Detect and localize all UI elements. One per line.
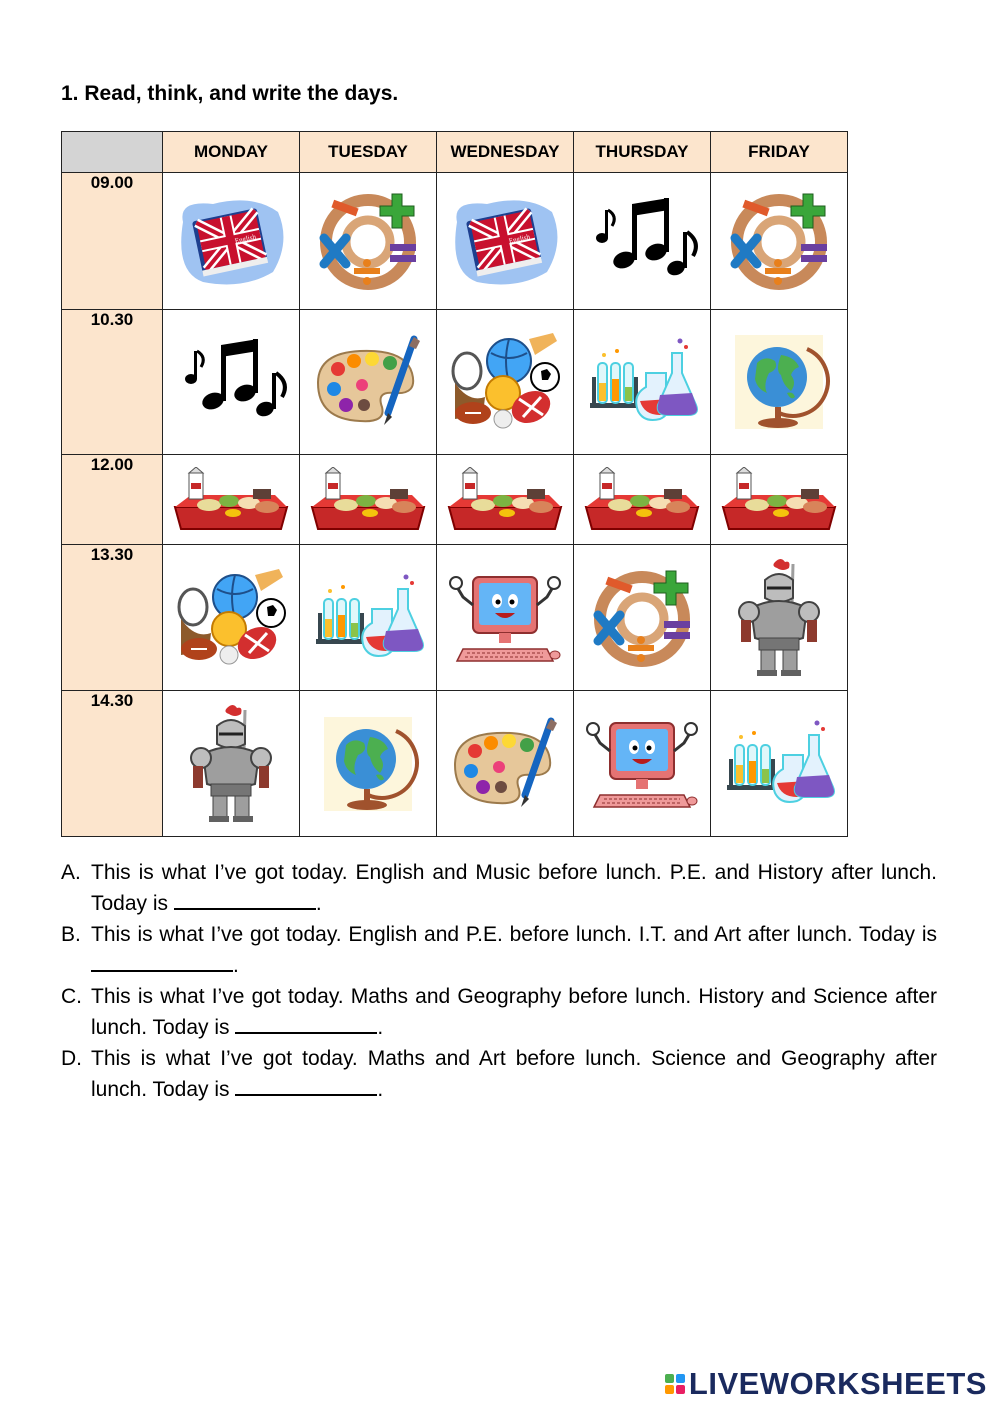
subject-cell xyxy=(163,310,300,455)
timetable xyxy=(61,131,848,837)
question-sentence: This is what I’ve got today. English and P.E. before lunch. I.T. and Art after lunch. Today is xyxy=(91,923,937,946)
computer-icon xyxy=(437,569,573,667)
svg-text:English: English xyxy=(234,232,257,246)
question-text xyxy=(91,981,937,1043)
subject-cell xyxy=(574,691,711,837)
day-header: WEDNESDAY xyxy=(437,132,574,173)
subject-cell xyxy=(711,310,848,455)
subject-cell xyxy=(711,455,848,545)
subject-cell xyxy=(711,173,848,310)
timetable-row xyxy=(62,691,848,837)
question-item xyxy=(61,1043,937,1105)
question-item xyxy=(61,981,937,1043)
questions-list xyxy=(61,857,937,1105)
subject-cell xyxy=(574,455,711,545)
question-letter: B. xyxy=(61,923,81,946)
english-book-icon xyxy=(437,192,573,290)
maths-symbols-icon xyxy=(574,569,710,667)
question-end: . xyxy=(233,954,239,977)
time-label: 12.00 xyxy=(62,455,163,545)
timetable-row xyxy=(62,173,848,310)
timetable-row xyxy=(62,310,848,455)
subject-cell xyxy=(574,545,711,691)
computer-icon xyxy=(574,715,710,813)
exercise-title: 1. Read, think, and write the days. xyxy=(61,82,399,105)
music-notes-icon xyxy=(163,333,299,431)
english-book-icon xyxy=(163,192,299,290)
time-label: 10.30 xyxy=(62,310,163,455)
answer-blank[interactable] xyxy=(235,1074,377,1096)
question-sentence: This is what I’ve got today. Maths and Geography before lunch. History and Science after lunch. Today is xyxy=(91,985,937,1039)
question-end: . xyxy=(315,892,322,915)
lunch-tray-icon xyxy=(300,467,436,533)
science-flasks-icon xyxy=(711,715,847,813)
answer-blank[interactable] xyxy=(91,950,233,972)
subject-cell xyxy=(437,455,574,545)
question-item xyxy=(61,919,937,981)
lunch-tray-icon xyxy=(711,467,847,533)
answer-blank[interactable] xyxy=(235,1012,377,1034)
subject-cell xyxy=(163,545,300,691)
lunch-tray-icon xyxy=(163,467,299,533)
art-palette-icon xyxy=(437,715,573,813)
subject-cell xyxy=(574,173,711,310)
subject-cell xyxy=(437,691,574,837)
sports-balls-icon xyxy=(437,333,573,431)
lunch-tray-icon xyxy=(574,467,710,533)
sports-balls-icon xyxy=(163,569,299,667)
logo-blocks-icon xyxy=(665,1374,685,1394)
subject-cell xyxy=(711,545,848,691)
subject-cell xyxy=(163,455,300,545)
time-label: 14.30 xyxy=(62,691,163,837)
question-text xyxy=(91,1043,937,1105)
maths-symbols-icon xyxy=(300,192,436,290)
corner-cell xyxy=(62,132,163,173)
maths-symbols-icon xyxy=(711,192,847,290)
timetable-row xyxy=(62,455,848,545)
day-header: FRIDAY xyxy=(711,132,848,173)
globe-icon xyxy=(300,715,436,813)
question-end: . xyxy=(377,1016,384,1039)
logo-text: LIVEWORKSHEETS xyxy=(688,1366,987,1401)
question-letter: C. xyxy=(61,985,82,1008)
knight-armor-icon xyxy=(163,704,299,824)
subject-cell xyxy=(300,173,437,310)
time-label: 09.00 xyxy=(62,173,163,310)
answer-blank[interactable] xyxy=(174,888,316,910)
science-flasks-icon xyxy=(574,333,710,431)
subject-cell xyxy=(300,310,437,455)
subject-cell xyxy=(300,455,437,545)
subject-cell xyxy=(163,691,300,837)
day-header: MONDAY xyxy=(163,132,300,173)
day-header: TUESDAY xyxy=(300,132,437,173)
subject-cell xyxy=(437,173,574,310)
svg-text:English: English xyxy=(508,232,531,246)
art-palette-icon xyxy=(300,333,436,431)
subject-cell xyxy=(437,310,574,455)
time-label: 13.30 xyxy=(62,545,163,691)
question-text xyxy=(91,919,937,981)
knight-armor-icon xyxy=(711,558,847,678)
question-sentence: This is what I’ve got today. English and Music before lunch. P.E. and History after lunch. Today is xyxy=(91,861,937,915)
question-sentence: This is what I’ve got today. Maths and Art before lunch. Science and Geography after lunch. Today is xyxy=(91,1047,937,1101)
question-letter: D. xyxy=(61,1047,82,1070)
day-header: THURSDAY xyxy=(574,132,711,173)
lunch-tray-icon xyxy=(437,467,573,533)
subject-cell xyxy=(300,691,437,837)
globe-icon xyxy=(711,333,847,431)
question-letter: A. xyxy=(61,861,81,884)
timetable-header-row xyxy=(62,132,848,173)
question-item xyxy=(61,857,937,919)
music-notes-icon xyxy=(574,192,710,290)
subject-cell xyxy=(300,545,437,691)
subject-cell xyxy=(574,310,711,455)
timetable-row xyxy=(62,545,848,691)
question-end: . xyxy=(377,1078,384,1101)
question-text xyxy=(91,857,937,919)
subject-cell xyxy=(711,691,848,837)
liveworksheets-logo xyxy=(665,1366,987,1402)
subject-cell xyxy=(437,545,574,691)
subject-cell xyxy=(163,173,300,310)
science-flasks-icon xyxy=(300,569,436,667)
